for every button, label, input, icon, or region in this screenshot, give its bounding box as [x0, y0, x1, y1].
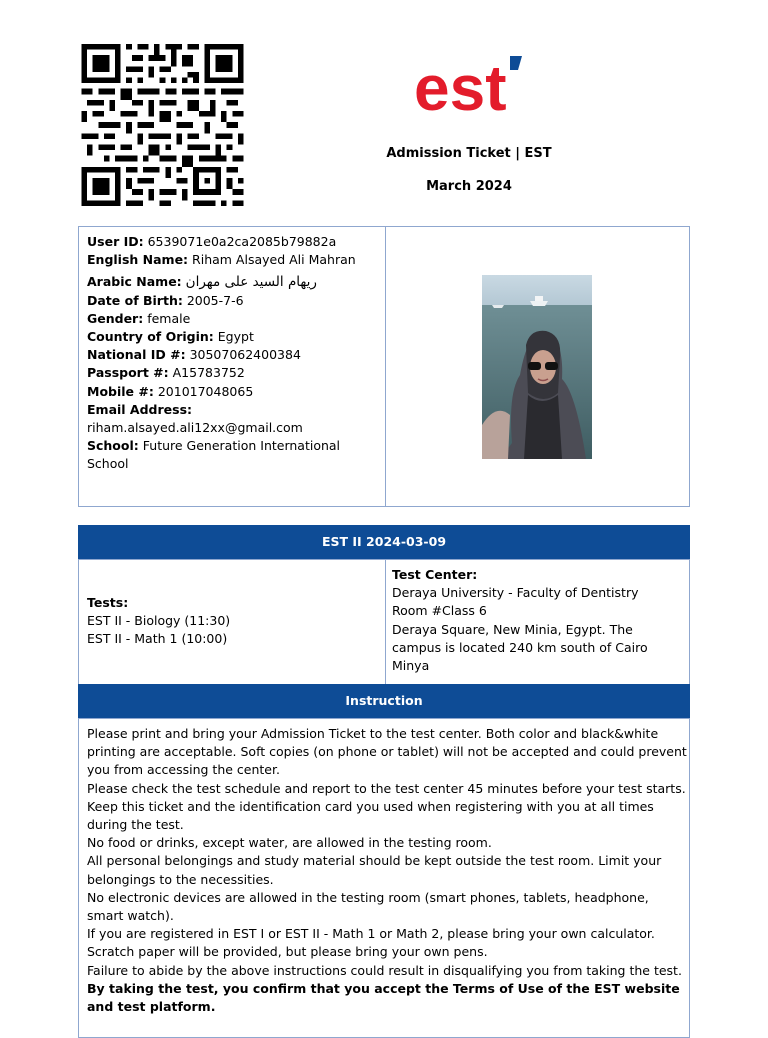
- test-item: EST II - Biology (11:30): [87, 613, 231, 629]
- arabic-name-value: ريهام السيد على مهران: [185, 274, 317, 291]
- gender-row: Gender: female: [87, 310, 191, 326]
- national-id-value: 30507062400384: [189, 347, 301, 363]
- dob-value: 2005-7-6: [186, 292, 244, 308]
- test-center-line: Minya: [392, 658, 430, 674]
- test-center-section: [392, 566, 682, 675]
- school-value: Future Generation International School: [87, 438, 341, 472]
- est-logo-text: est: [414, 54, 507, 114]
- test-center-line: Deraya University - Faculty of Dentistry: [392, 585, 639, 601]
- tests-label: Tests:: [87, 595, 129, 610]
- instruction-list: [87, 725, 687, 1016]
- est-logo: [414, 54, 524, 114]
- test-center-line: Deraya Square, New Minia, Egypt. The campus is located 240 km south of Cairo: [392, 621, 648, 655]
- national-id-row: National ID #: 30507062400384: [87, 347, 301, 363]
- qr-code: [78, 44, 247, 206]
- english-name-row: English Name: Riham Alsayed Ali Mahran: [87, 252, 356, 268]
- user-id-row: User ID: 6539071e0a2ca2085b79882a: [87, 234, 337, 249]
- instruction-item: Please check the test schedule and report to the test center 45 minutes before your test starts.: [87, 780, 686, 796]
- candidate-photo: [482, 275, 592, 459]
- instruction-heading: Instruction: [78, 684, 690, 718]
- country-row: Country of Origin: Egypt: [87, 329, 254, 345]
- ticket-title: Admission Ticket | EST: [386, 146, 552, 161]
- test-center-line: Room #Class 6: [392, 603, 487, 619]
- instruction-item: Please print and bring your Admission Ticket to the test center. Both color and black&white printing are acceptable. Soft copies (on phone or tablet) will not be accepted and could prevent you from accessing the center.: [87, 726, 687, 778]
- email-row: Email Address:: [87, 401, 193, 417]
- instruction-item: If you are registered in EST I or EST II - Math 1 or Math 2, please bring your own calculator.: [87, 926, 655, 942]
- country-value: Egypt: [217, 329, 254, 345]
- exam-details-box: [78, 559, 690, 685]
- instruction-closing: By taking the test, you confirm that you accept the Terms of Use of the EST website and test platform.: [87, 980, 680, 1015]
- english-name-value: Riham Alsayed Ali Mahran: [192, 252, 356, 268]
- instruction-item: All personal belongings and study material should be kept outside the test room. Limit your belongings to the necessities.: [87, 853, 662, 887]
- instruction-box: [78, 718, 690, 1038]
- tests-section: [87, 594, 377, 649]
- passport-row: Passport #: A15783752: [87, 365, 245, 381]
- exam-heading: EST II 2024-03-09: [78, 525, 690, 559]
- email-value: riham.alsayed.ali12xx@gmail.com: [87, 420, 303, 436]
- dob-row: Date of Birth: 2005-7-6: [87, 292, 244, 308]
- mobile-row: Mobile #: 201017048065: [87, 383, 254, 399]
- instruction-item: Keep this ticket and the identification card you used when registering with you at all times during the test.: [87, 798, 654, 833]
- user-id-value: 6539071e0a2ca2085b79882a: [147, 234, 337, 249]
- mobile-value: 201017048065: [157, 383, 254, 399]
- ticket-date: March 2024: [426, 179, 512, 194]
- passport-value: A15783752: [172, 365, 245, 381]
- candidate-fields: [87, 233, 377, 474]
- test-center-label: Test Center:: [392, 567, 478, 582]
- instruction-item: Failure to abide by the above instructions could result in disqualifying you from taking the test.: [87, 962, 682, 978]
- instruction-item: Scratch paper will be provided, but please bring your own pens.: [87, 944, 488, 960]
- arabic-name-row: Arabic Name: ريهام السيد على مهران: [87, 274, 317, 291]
- instruction-item: No food or drinks, except water, are allowed in the testing room.: [87, 835, 492, 851]
- candidate-info-box: [78, 226, 690, 507]
- school-row: School: Future Generation International School: [87, 438, 341, 472]
- test-item: EST II - Math 1 (10:00): [87, 631, 228, 647]
- gender-value: female: [147, 310, 191, 326]
- instruction-item: No electronic devices are allowed in the testing room (smart phones, tablets, headphone, smart watch).: [87, 889, 649, 924]
